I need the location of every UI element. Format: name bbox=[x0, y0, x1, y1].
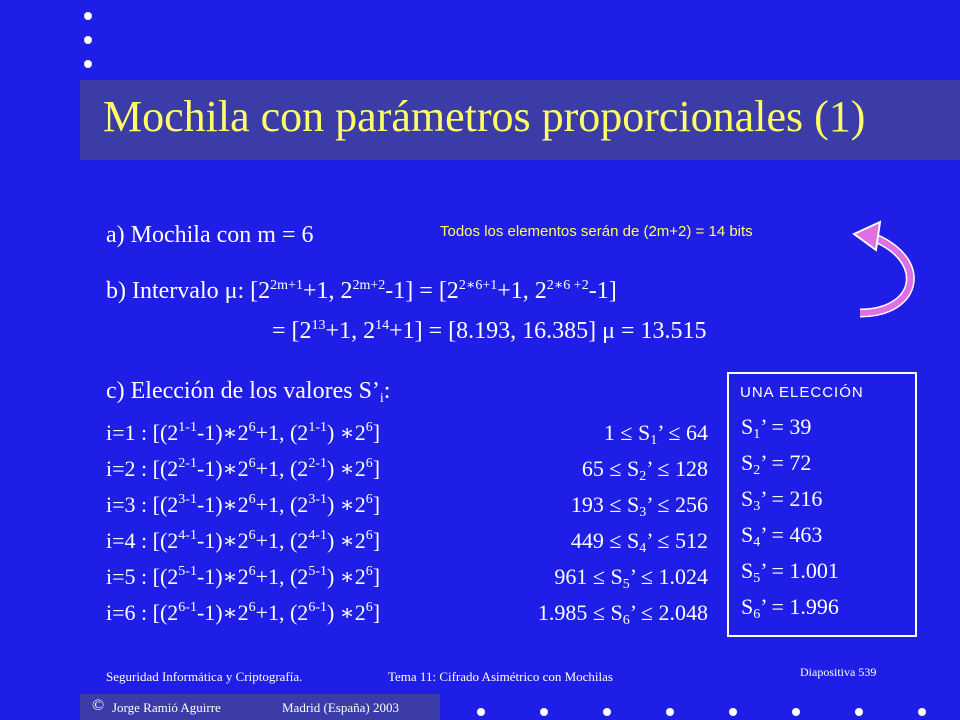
decor-dot bbox=[666, 708, 674, 716]
choice-value: $S_5$’ = 1.001 bbox=[741, 558, 839, 586]
curved-arrow-icon bbox=[850, 218, 930, 338]
footer-place: Madrid (España) 2003 bbox=[282, 700, 399, 715]
decor-dot bbox=[84, 12, 92, 20]
decor-dot bbox=[855, 708, 863, 716]
interval-row: i=6 : [$(2^{6-1}-1)∗2^6+1$, (2$^{6-1}$) $∗2^6$] bbox=[106, 600, 381, 625]
choice-value: $S_1$’ = 39 bbox=[741, 414, 812, 442]
interval-range: $193 \le S_3$’ ≤ 256 bbox=[570, 492, 708, 520]
page-title: Mochila con parámetros proporcionales (1) bbox=[103, 92, 866, 141]
choice-value: $S_4$’ = 463 bbox=[741, 522, 823, 550]
line-c-heading: c) Elección de los valores $S’_i$: bbox=[106, 378, 391, 406]
interval-row: i=4 : [$(2^{4-1}-1)∗2^6+1$, (2$^{4-1}$) $∗2^6$] bbox=[106, 528, 381, 553]
interval-range: $65 \le S_2$’ ≤ 128 bbox=[581, 456, 708, 484]
choice-value: $S_6$’ = 1.996 bbox=[741, 594, 839, 622]
footer-author: Jorge Ramió Aguirre bbox=[112, 700, 221, 715]
line-b2: = [$2^{13}+1$, $2^{14}+1] = [8.193$, 16.385] μ = 13.515 bbox=[272, 318, 707, 344]
interval-range: $1 \le S_1$’ ≤ 64 bbox=[603, 420, 708, 448]
decor-dot bbox=[84, 36, 92, 44]
interval-row: i=2 : [$(2^{2-1}-1)∗2^6+1$, (2$^{2-1}$) $∗2^6$] bbox=[106, 456, 381, 481]
choice-value: $S_2$’ = 72 bbox=[741, 450, 812, 478]
footer-slide-number: Diapositiva 539 bbox=[800, 665, 877, 679]
interval-row: i=3 : [$(2^{3-1}-1)∗2^6+1$, (2$^{3-1}$) $∗2^6$] bbox=[106, 492, 381, 517]
footer-copyright: © bbox=[92, 697, 105, 714]
choice-value: $S_3$’ = 216 bbox=[741, 486, 823, 514]
decor-dot bbox=[792, 708, 800, 716]
decor-dot bbox=[477, 708, 485, 716]
interval-row: i=5 : [$(2^{5-1}-1)∗2^6+1$, (2$^{5-1}$) $∗2^6$] bbox=[106, 564, 381, 589]
footer-topic: Tema 11: Cifrado Asimétrico con Mochilas bbox=[388, 669, 613, 684]
decor-dot bbox=[540, 708, 548, 716]
interval-range: $1.985 \le S_6$’ ≤ 2.048 bbox=[537, 600, 708, 628]
line-b1: b) Intervalo μ: [$2^{2m+1}+1$, $2^{2m+2}-1] = [2^{2∗6+1}+1$, $2^{2∗6 +2}-1$] bbox=[106, 278, 617, 304]
decor-dot bbox=[603, 708, 611, 716]
decor-dot bbox=[729, 708, 737, 716]
bits-note: Todos los elementos serán de (2m+2) = 14 bits bbox=[440, 223, 753, 240]
footer-course: Seguridad Informática y Criptografía. bbox=[106, 669, 303, 684]
interval-row: i=1 : [$(2^{1-1}-1)∗2^6+1$, (2$^{1-1}$) $∗2^6$] bbox=[106, 420, 381, 445]
interval-range: $961 \le S_5$’ ≤ 1.024 bbox=[554, 564, 708, 592]
decor-dot bbox=[918, 708, 926, 716]
line-a: a) Mochila con m = 6 bbox=[106, 222, 314, 248]
choice-title: UNA ELECCIÓN bbox=[740, 384, 864, 401]
interval-range: $449 \le S_4$’ ≤ 512 bbox=[570, 528, 708, 556]
decor-dot bbox=[84, 60, 92, 68]
